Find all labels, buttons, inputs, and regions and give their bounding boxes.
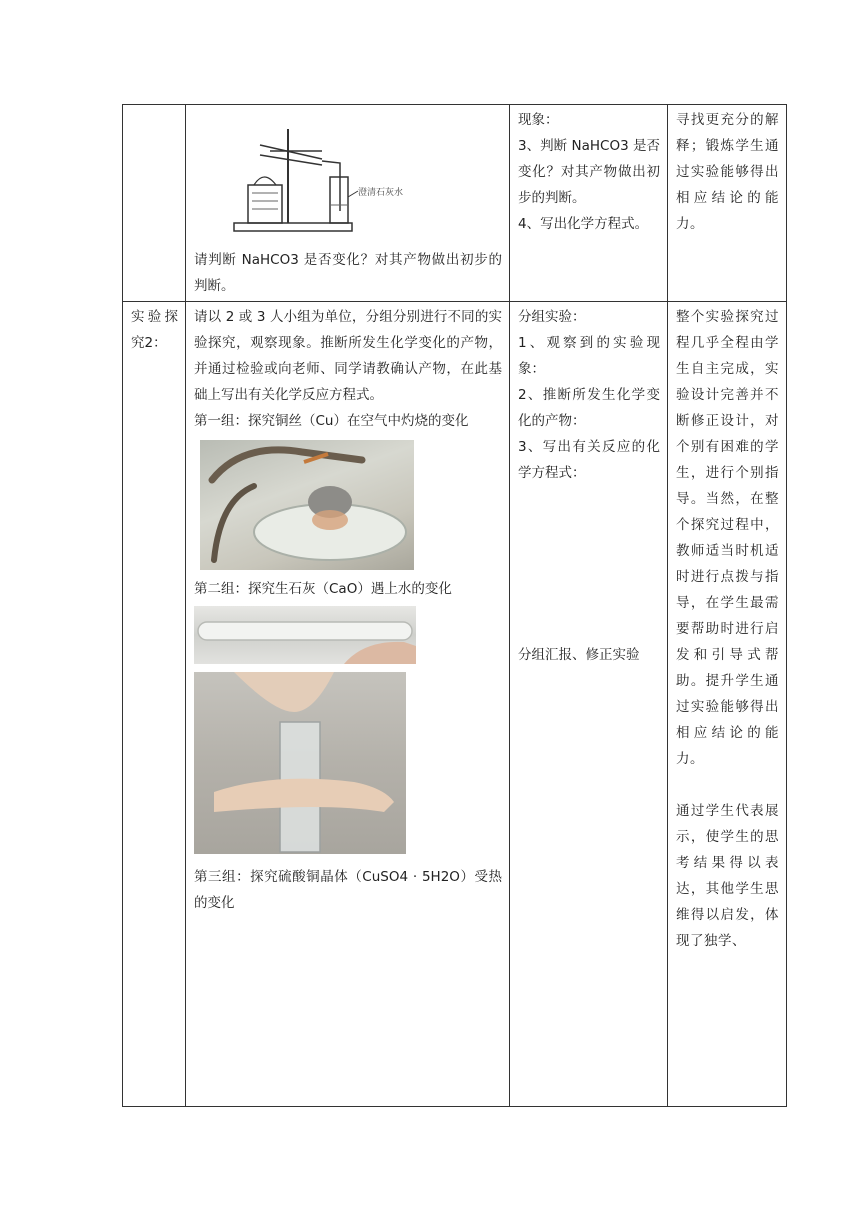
copper-wire-flame-photo <box>200 440 414 570</box>
lesson-plan-table <box>122 104 787 1107</box>
quicklime-tube-photo <box>194 606 416 664</box>
row2-col2-cell <box>186 302 510 1107</box>
limewater-label: 澄清石灰水 <box>358 188 404 198</box>
write-equation-task: 3、写出有关反应的化学方程式： <box>518 439 660 481</box>
row1-col4-cell <box>668 105 787 302</box>
row2-col3-cell <box>510 302 668 1107</box>
water-test-tube-photo <box>194 672 406 854</box>
nahco3-question: 请判断 NaHCO3 是否变化？对其产物做出初步的判断。 <box>194 252 502 294</box>
row2-col4-cell <box>668 302 787 1107</box>
experiment-intro: 请以 2 或 3 人小组为单位，分组分别进行不同的实验探究，观察现象。推断所发生化学变化的产物，并通过检验或向老师、同学请教确认产物，在此基础上写出有关化学反应方程式。 <box>194 309 502 403</box>
group-2-title: 第二组：探究生石灰（CaO）遇上水的变化 <box>194 581 452 597</box>
table-row <box>123 302 787 1107</box>
group-1-title: 第一组：探究铜丝（Cu）在空气中灼烧的变化 <box>194 413 469 429</box>
row2-col1-cell <box>123 302 186 1107</box>
design-intent-paragraph-1: 整个实验探究过程几乎全程由学生自主完成，实验设计完善并不断修正设计，对个别有困难的学生，进行个别指导。当然，在整个探究过程中，教师适当时机适时进行点拨与指导，在学生最需要帮助时进行启发和引导式帮助。提升学生通过实验能够得出相应结论的能力。 <box>676 309 779 767</box>
group-experiment-label: 分组实验： <box>518 309 586 325</box>
table-row <box>123 105 787 302</box>
observation-label: 现象： <box>518 112 559 128</box>
task-4: 4、写出化学方程式。 <box>518 216 649 232</box>
observe-phenomenon-task: 1、观察到的实验现象： <box>518 335 660 377</box>
experiment-2-label: 实验探究2： <box>131 309 178 351</box>
design-intent-text: 寻找更充分的解释；锻炼学生通过实验能够得出相应结论的能力。 <box>676 112 779 232</box>
group-3-title: 第三组：探究硫酸铜晶体（CuSO4 · 5H2O）受热的变化 <box>194 869 502 911</box>
row1-col1-cell <box>123 105 186 302</box>
row1-col3-cell <box>510 105 668 302</box>
group-report-text: 分组汇报、修正实验 <box>518 647 640 663</box>
nahco3-heating-apparatus-figure <box>230 115 502 247</box>
row1-col2-cell <box>186 105 510 302</box>
design-intent-paragraph-2: 通过学生代表展示，使学生的思考结果得以表达，其他学生思维得以启发，体现了独学、 <box>676 803 779 949</box>
infer-products-task: 2、推断所发生化学变化的产物： <box>518 387 660 429</box>
task-3: 3、判断 NaHCO3 是否变化？对其产物做出初步的判断。 <box>518 138 660 206</box>
